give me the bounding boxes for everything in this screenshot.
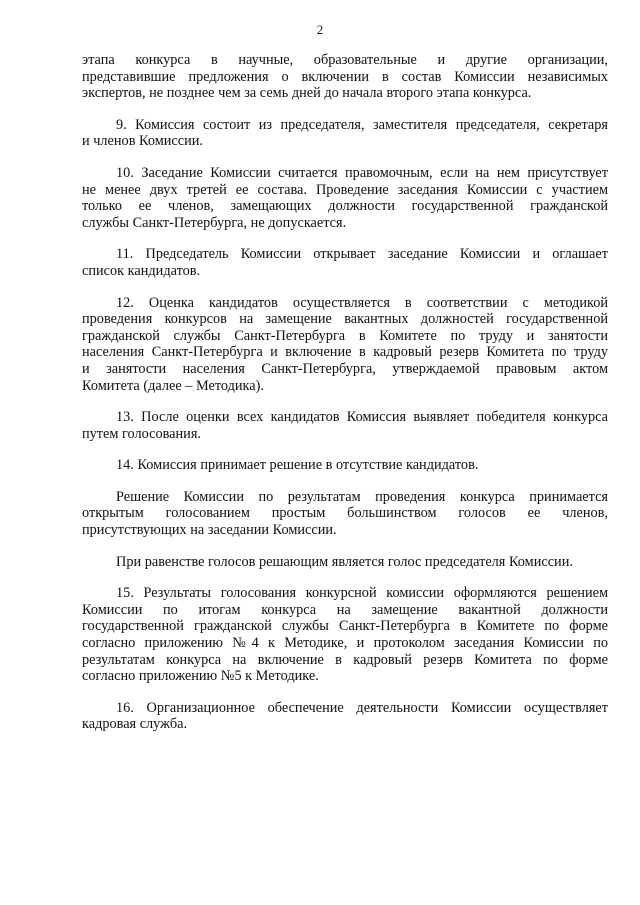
text-line: Комитета (далее – Методика).	[82, 377, 264, 394]
text-line: службы Санкт-Петербурга, не допускается.	[82, 214, 347, 231]
paragraph-11	[82, 246, 608, 279]
text-line: 11. Председатель Комиссии открывает заседание Комиссии и оглашает	[116, 246, 608, 263]
paragraph-tie-vote	[82, 554, 608, 571]
paragraph-continuation	[82, 52, 608, 102]
text-line: путем голосования.	[82, 425, 201, 442]
text-line: открытым голосованием простым большинством голосов ее членов,	[82, 505, 608, 522]
paragraph-decision	[82, 489, 608, 539]
paragraph-9	[82, 117, 608, 150]
text-line: этапа конкурса в научные, образовательные и другие организации,	[82, 52, 608, 68]
text-line: не менее двух третей ее состава. Проведение заседания Комиссии с участием	[82, 181, 608, 198]
text-line: экспертов, не позднее чем за семь дней до начала второго этапа конкурса.	[82, 85, 532, 102]
text-line: 10. Заседание Комиссии считается правомочным, если на нем присутствует	[116, 164, 608, 181]
paragraph-15	[82, 585, 608, 685]
text-line: присутствующих на заседании Комиссии.	[82, 522, 337, 539]
paragraph-12	[82, 295, 608, 395]
text-line: кадровая служба.	[82, 716, 188, 733]
text-line: согласно приложению №5 к Методике.	[82, 668, 319, 685]
text-line: и занятости населения Санкт-Петербурга, утверждаемой правовым актом	[82, 360, 608, 377]
paragraph-10	[82, 165, 608, 231]
document-body	[82, 52, 608, 748]
text-line: согласно приложению №4 к Методике, и протоколом заседания Комиссии по	[82, 635, 608, 652]
text-line: список кандидатов.	[82, 262, 201, 279]
text-line: проведения конкурсов на замещение вакантных должностей государственной	[82, 311, 608, 328]
text-line: 14. Комиссия принимает решение в отсутствие кандидатов.	[116, 457, 479, 474]
text-line: 12. Оценка кандидатов осуществляется в соответствии с методикой	[116, 294, 608, 311]
text-line: При равенстве голосов решающим является голос председателя Комиссии.	[116, 553, 573, 570]
text-line: 16. Организационное обеспечение деятельности Комиссии осуществляет	[116, 699, 608, 716]
text-line: Решение Комиссии по результатам проведения конкурса принимается	[116, 488, 608, 505]
text-line: Комиссии по итогам конкурса на замещение вакантной должности	[82, 601, 608, 618]
text-line: 15. Результаты голосования конкурсной комиссии оформляются решением	[116, 585, 608, 602]
paragraph-14	[82, 457, 608, 474]
text-line: результатам конкурса на включение в кадровый резерв Комитета по форме	[82, 651, 608, 668]
text-line: только ее членов, замещающих должности государственной гражданской	[82, 198, 608, 215]
text-line: государственной гражданской службы Санкт-Петербурга в Комитете по форме	[82, 618, 608, 635]
text-line: гражданской службы Санкт-Петербурга в Комитете по труду и занятости	[82, 327, 608, 344]
page-number: 2	[316, 22, 324, 37]
paragraph-13	[82, 409, 608, 442]
text-line: 13. После оценки всех кандидатов Комиссия выявляет победителя конкурса	[116, 409, 608, 426]
text-line: и членов Комиссии.	[82, 133, 203, 150]
text-line: представившие предложения о включении в состав Комиссии независимых	[82, 68, 608, 85]
text-line: 9. Комиссия состоит из председателя, заместителя председателя, секретаря	[116, 116, 608, 133]
text-line: населения Санкт-Петербурга и включение в кадровый резерв Комитета по труду	[82, 344, 608, 361]
paragraph-16	[82, 700, 608, 733]
